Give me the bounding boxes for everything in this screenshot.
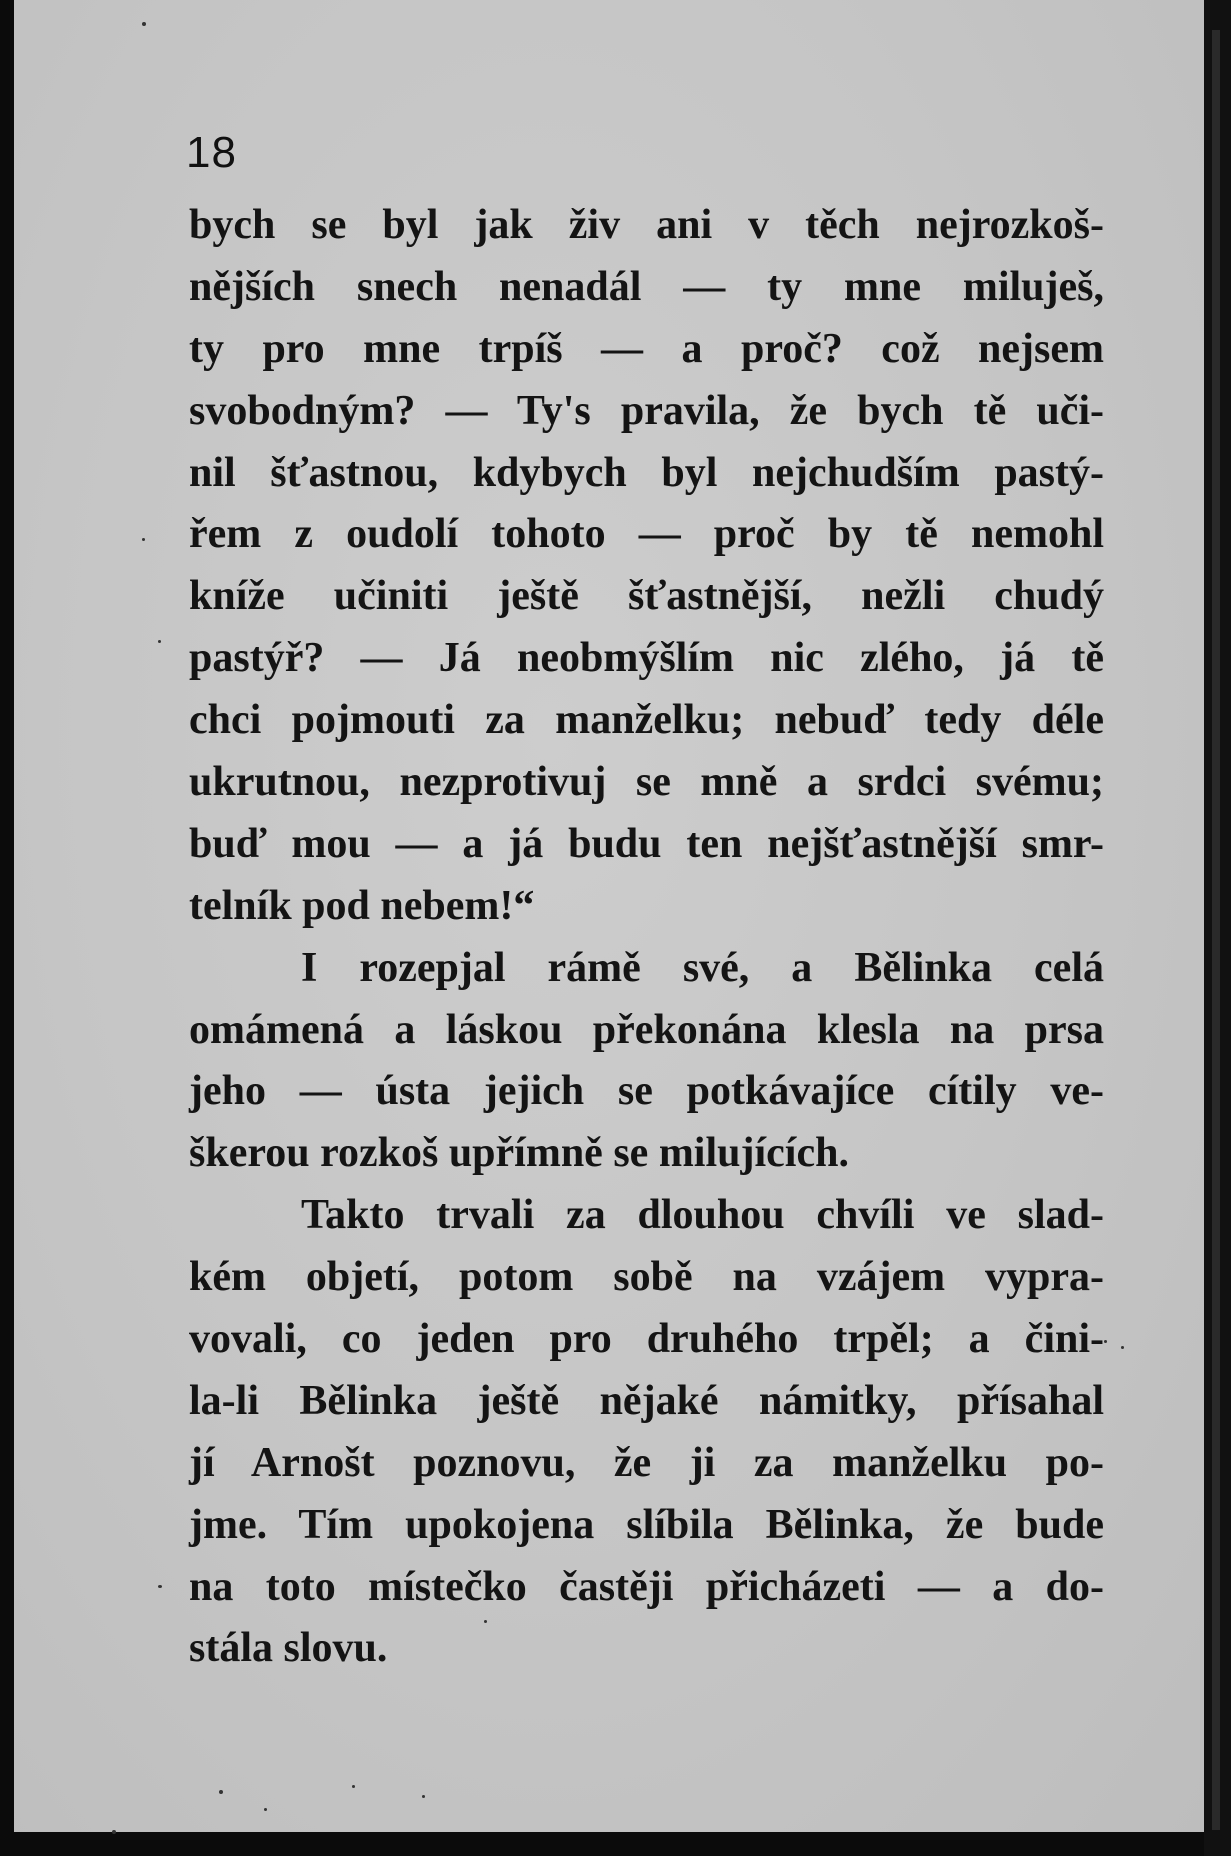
dust-speck xyxy=(422,1795,425,1798)
text-line: ty pro mne trpíš — a proč? což nejsem xyxy=(189,325,1104,372)
text-line: bych se byl jak živ ani v těch nejrozkoš- xyxy=(189,202,1104,248)
text-line: chci pojmouti za manželku; nebuď tedy déle xyxy=(189,697,1104,744)
text-line: kníže učiniti ještě šťastnější, nežli chudý xyxy=(189,573,1104,620)
dust-speck xyxy=(264,1808,267,1811)
dust-speck xyxy=(352,1785,355,1788)
text-line: kém objetí, potom sobě na vzájem vypra- xyxy=(189,1254,1104,1301)
text-line: na toto místečko častěji přicházeti — a do- xyxy=(189,1563,1104,1610)
body-text xyxy=(189,195,1104,1680)
text-line: ukrutnou, nezprotivuj se mně a srdci svému; xyxy=(189,759,1104,806)
text-line: jme. Tím upokojena slíbila Bělinka, že bude xyxy=(189,1501,1104,1548)
dust-speck xyxy=(142,22,146,26)
text-line: telník pod nebem!“ xyxy=(189,882,535,929)
text-line: škerou rozkoš upřímně se milujících. xyxy=(189,1130,849,1177)
text-line: buď mou — a já budu ten nejšťastnější smr- xyxy=(189,820,1104,867)
dust-speck xyxy=(484,1620,487,1623)
text-line: I rozepjal rámě své, a Bělinka celá xyxy=(301,944,1104,991)
text-line: svobodným? — Ty's pravila, že bych tě uči- xyxy=(189,387,1104,434)
page-number: 18 xyxy=(186,128,237,177)
dust-speck xyxy=(158,1585,162,1588)
dust-speck xyxy=(112,1830,116,1834)
text-line: nějších snech nenadál — ty mne miluješ, xyxy=(189,263,1104,310)
text-line: jeho — ústa jejich se potkávajíce cítily ve- xyxy=(189,1068,1104,1115)
dust-speck xyxy=(1121,1346,1124,1349)
text-line: la-li Bělinka ještě nějaké námitky, přísahal xyxy=(189,1377,1104,1424)
book-page xyxy=(14,0,1204,1832)
text-line: omámená a láskou překonána klesla na prsa xyxy=(189,1006,1104,1053)
text-line: pastýř? — Já neobmýšlím nic zlého, já tě xyxy=(189,635,1104,682)
text-line: stála slovu. xyxy=(189,1625,388,1672)
text-line: jí Arnošt poznovu, že ji za manželku po- xyxy=(189,1439,1104,1486)
scan-binding-strip xyxy=(1212,30,1220,1830)
text-line: vovali, co jeden pro druhého trpěl; a čini- xyxy=(189,1316,1104,1363)
text-line: nil šťastnou, kdybych byl nejchudším pastý- xyxy=(189,449,1104,496)
dust-speck xyxy=(1104,1340,1107,1343)
dust-speck xyxy=(142,538,145,541)
text-line: řem z oudolí tohoto — proč by tě nemohl xyxy=(189,511,1104,558)
text-line: Takto trvali za dlouhou chvíli ve slad- xyxy=(301,1192,1104,1239)
dust-speck xyxy=(219,1790,223,1794)
dust-speck xyxy=(158,640,161,643)
